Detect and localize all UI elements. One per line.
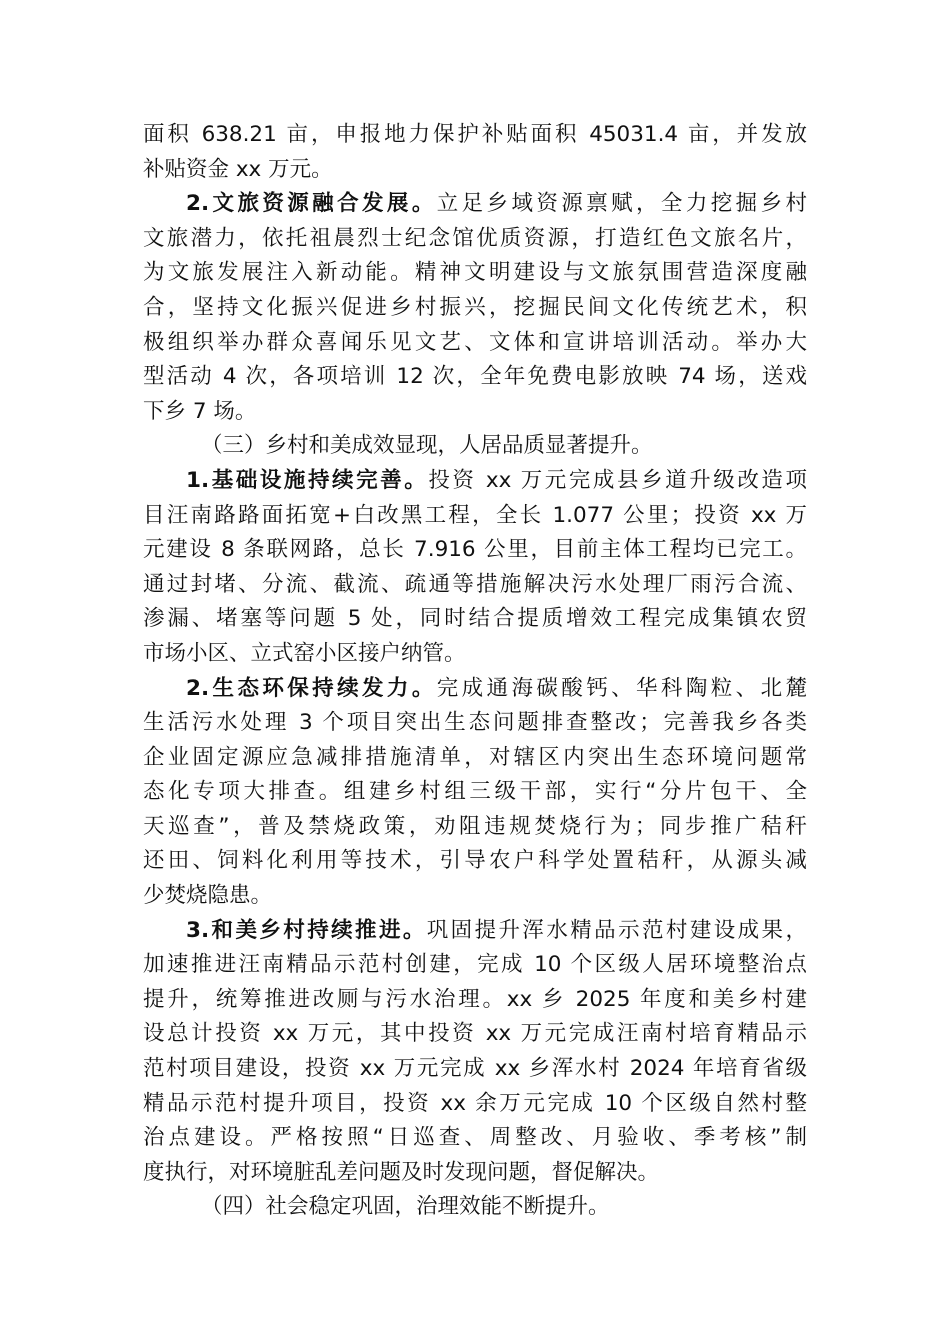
- text-line: [143, 672, 807, 707]
- text-line: 面积 638.21 亩，申报地力保护补贴面积 45031.4 亩，并发放: [143, 122, 807, 147]
- paragraph-heading: 1.基础设施持续完善。: [186, 467, 429, 493]
- text-line: 渗漏、堵塞等问题 5 处，同时结合提质增效工程完成集镇农贸: [143, 606, 807, 632]
- text-line: 加速推进汪南精品示范村创建，完成 10 个区级人居环境整治点: [143, 952, 807, 978]
- paragraph-heading: 2.生态环保持续发力。: [186, 675, 437, 701]
- section-heading: [143, 429, 807, 464]
- text-line: 下乡 7 场。: [143, 398, 257, 424]
- text-line: 型活动 4 次，各项培训 12 次，全年免费电影放映 74 场，送戏: [143, 364, 807, 390]
- paragraph-beautiful-village: [143, 914, 807, 1191]
- text-line: [143, 914, 807, 949]
- text-line: 元建设 8 条联网路，总长 7.916 公里，目前主体工程均已完工。: [143, 537, 807, 563]
- text-line: 合，坚持文化振兴促进乡村振兴，挖掘民间文化传统艺术，积: [143, 294, 807, 320]
- text-segment: 立足乡域资源禀赋，全力挖掘乡村: [436, 191, 807, 217]
- text-line: 目汪南路路面拓宽+白改黑工程，全长 1.077 公里；投资 xx 万: [143, 502, 807, 528]
- text-line: 通过封堵、分流、截流、疏通等措施解决污水处理厂雨污合流、: [143, 571, 807, 597]
- text-segment: 巩固提升浑水精品示范村建设成果，: [426, 917, 807, 943]
- text-line: 为文旅发展注入新动能。精神文明建设与文旅氛围营造深度融: [143, 260, 807, 286]
- text-line: 度执行，对环境脏乱差问题及时发现问题，督促解决。: [143, 1159, 660, 1185]
- text-line: 治点建设。严格按照“日巡查、周整改、月验收、季考核”制: [143, 1125, 807, 1151]
- text-line: [143, 464, 807, 499]
- text-line: 天巡查”，普及禁烧政策，劝阻违规焚烧行为；同步推广秸秆: [143, 813, 807, 839]
- section-heading: [143, 1190, 807, 1225]
- text-line: 精品示范村提升项目，投资 xx 余万元完成 10 个区级自然村整: [143, 1090, 807, 1116]
- paragraph-heading: 3.和美乡村持续推进。: [186, 917, 427, 943]
- text-line: 态化专项大排查。组建乡村组三级干部，实行“分片包干、全: [143, 779, 807, 805]
- paragraph-continuation: [143, 118, 807, 187]
- text-line: 设总计投资 xx 万元，其中投资 xx 万元完成汪南村培育精品示: [143, 1021, 807, 1047]
- text-line: 文旅潜力，依托祖晨烈士纪念馆优质资源，打造红色文旅名片，: [143, 225, 807, 251]
- paragraph-culture-tourism: [143, 187, 807, 429]
- text-segment: 完成通海碳酸钙、华科陶粒、北麓: [436, 675, 807, 701]
- text-line: 还田、饲料化利用等技术，引导农户科学处置秸秆，从源头减: [143, 848, 807, 874]
- text-line: 提升，统筹推进改厕与污水治理。xx 乡 2025 年度和美乡村建: [143, 986, 807, 1012]
- text-line: 范村项目建设，投资 xx 万元完成 xx 乡浑水村 2024 年培育省级: [143, 1056, 807, 1082]
- text-line: 极组织举办群众喜闻乐见文艺、文体和宣讲培训活动。举办大: [143, 329, 807, 355]
- text-line: 补贴资金 xx 万元。: [143, 156, 333, 182]
- text-line: 企业固定源应急减排措施清单，对辖区内突出生态环境问题常: [143, 744, 807, 770]
- section-heading-text: （四）社会稳定巩固，治理效能不断提升。: [201, 1194, 610, 1220]
- text-line: 市场小区、立式窑小区接户纳管。: [143, 640, 466, 666]
- document-page: [143, 118, 807, 1225]
- section-heading-text: （三）乡村和美成效显现，人居品质显著提升。: [201, 433, 653, 459]
- paragraph-infrastructure: [143, 464, 807, 672]
- paragraph-ecology: [143, 672, 807, 914]
- text-line: 少焚烧隐患。: [143, 883, 273, 909]
- text-line: [143, 187, 807, 222]
- text-line: 生活污水处理 3 个项目突出生态问题排查整改；完善我乡各类: [143, 710, 807, 736]
- text-segment: 投资 xx 万元完成县乡道升级改造项: [428, 467, 807, 493]
- paragraph-heading: 2.文旅资源融合发展。: [186, 191, 437, 217]
